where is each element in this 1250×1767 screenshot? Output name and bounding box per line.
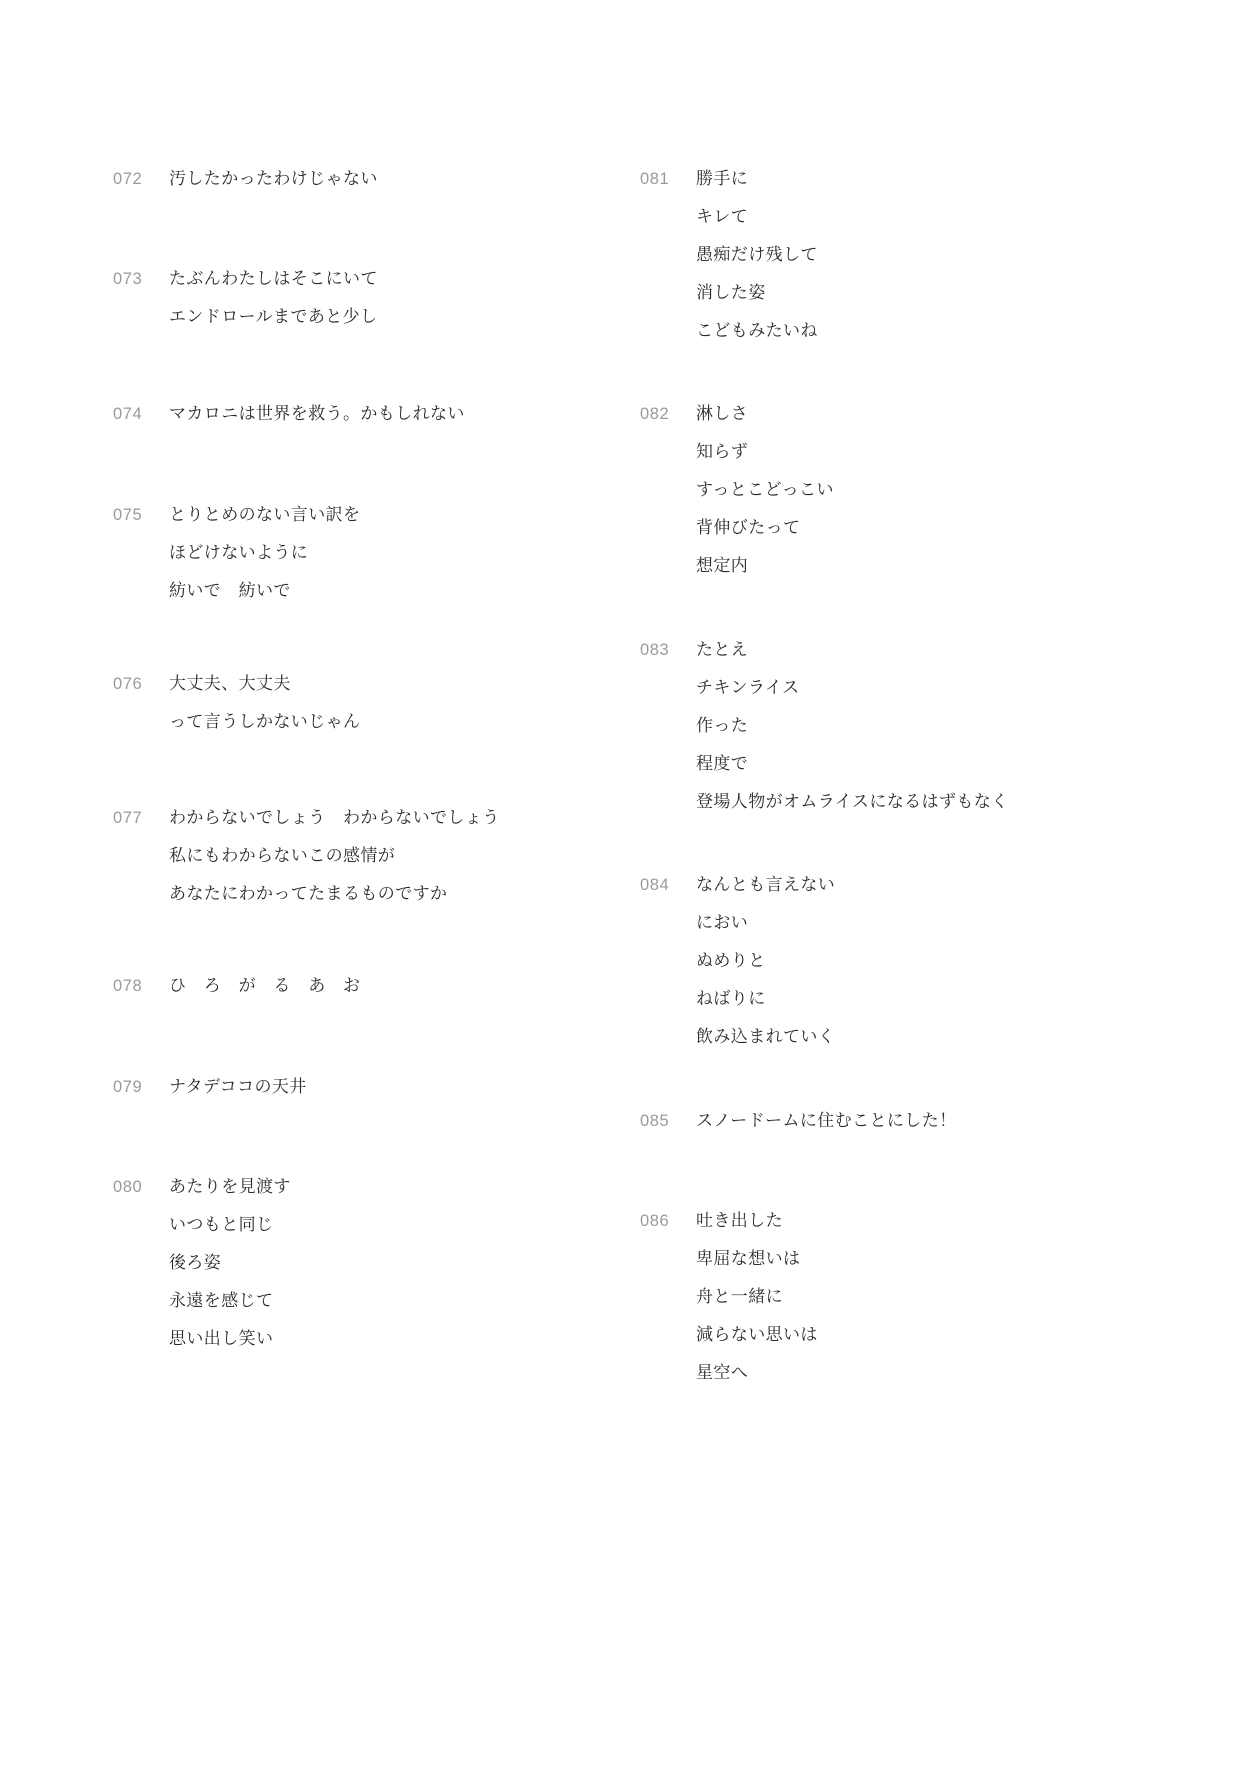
- entry-number: 078: [113, 977, 143, 995]
- entry-lines: [696, 866, 835, 1056]
- entry-number: 076: [113, 675, 143, 693]
- entry-line: 吐き出した: [696, 1211, 783, 1231]
- entry-lines: [696, 631, 1009, 821]
- entry-lines: [169, 395, 465, 433]
- entry-line: 汚したかったわけじゃない: [169, 169, 378, 189]
- poem-entry: [640, 1202, 818, 1392]
- entry-line: 卑屈な想いは: [696, 1249, 801, 1269]
- entry-line: 勝手に: [696, 169, 749, 189]
- poem-entry: [113, 1068, 307, 1106]
- entry-number: 072: [113, 170, 143, 188]
- entry-line: におい: [696, 913, 749, 933]
- entry-line: って言うしかないじゃん: [169, 712, 361, 732]
- entry-line: 大丈夫、大丈夫: [169, 674, 291, 694]
- entry-line: あなたにわかってたまるものですか: [169, 884, 448, 904]
- entry-line: 消した姿: [696, 283, 766, 303]
- entry-line: 飲み込まれていく: [696, 1027, 836, 1047]
- entry-number: 082: [640, 405, 670, 423]
- entry-line: 程度で: [696, 754, 749, 774]
- entry-lines: [696, 1202, 818, 1392]
- entry-line: キレて: [696, 207, 749, 227]
- entry-line: 減らない思いは: [696, 1325, 818, 1345]
- entry-line: わからないでしょう わからないでしょう: [169, 808, 500, 828]
- entry-line: 私にもわからないこの感情が: [169, 846, 396, 866]
- entry-line: 淋しさ: [696, 404, 749, 424]
- entry-line: 登場人物がオムライスになるはずもなく: [696, 792, 1009, 812]
- entry-lines: [169, 1168, 291, 1358]
- entry-lines: [169, 665, 360, 741]
- entry-lines: [169, 799, 500, 913]
- entry-line: 愚痴だけ残して: [696, 245, 818, 265]
- entry-line: いつもと同じ: [169, 1215, 274, 1235]
- entry-number: 077: [113, 809, 143, 827]
- entry-line: 星空へ: [696, 1363, 749, 1383]
- entry-line: 舟と一緒に: [696, 1287, 783, 1307]
- poem-entry: [113, 967, 360, 1005]
- entry-number: 081: [640, 170, 670, 188]
- entry-number: 084: [640, 876, 670, 894]
- entry-line: スノードームに住むことにした！: [696, 1111, 957, 1131]
- entry-number: 083: [640, 641, 670, 659]
- entry-line: とりとめのない言い訳を: [169, 505, 361, 525]
- entry-line: あたりを見渡す: [169, 1177, 291, 1197]
- entry-line: マカロニは世界を救う。かもしれない: [169, 404, 465, 424]
- entry-lines: [169, 967, 360, 1005]
- poem-entry: [113, 665, 360, 741]
- entry-line: 想定内: [696, 556, 749, 576]
- entry-line: 紡いで 紡いで: [169, 581, 291, 601]
- entry-lines: [696, 1102, 957, 1140]
- poem-entry: [640, 631, 1009, 821]
- entry-number: 080: [113, 1178, 143, 1196]
- poem-entry: [640, 395, 834, 585]
- poem-entry: [640, 160, 818, 350]
- entry-line: ナタデココの天井: [169, 1077, 307, 1097]
- entry-lines: [696, 160, 818, 350]
- poem-entry: [113, 395, 465, 433]
- entry-number: 079: [113, 1078, 143, 1096]
- entry-line: たぶんわたしはそこにいて: [169, 269, 378, 289]
- entry-number: 074: [113, 405, 143, 423]
- poem-entry: [113, 260, 378, 336]
- entry-line: ほどけないように: [169, 543, 309, 563]
- poem-entry: [640, 1102, 957, 1140]
- entry-lines: [169, 1068, 307, 1106]
- entry-line: なんとも言えない: [696, 875, 836, 895]
- entry-line: ねばりに: [696, 989, 766, 1009]
- poem-entry: [113, 496, 360, 610]
- entry-lines: [169, 260, 378, 336]
- entry-line: こどもみたいね: [696, 321, 818, 341]
- entry-line: 永遠を感じて: [169, 1291, 274, 1311]
- poem-entry: [113, 160, 378, 198]
- entry-line: ぬめりと: [696, 951, 766, 971]
- poem-entry: [640, 866, 835, 1056]
- entry-line: ひ ろ が る あ お: [169, 976, 361, 996]
- entry-line: チキンライス: [696, 678, 800, 698]
- entry-line: すっとこどっこい: [696, 480, 834, 500]
- entry-number: 075: [113, 506, 143, 524]
- entry-line: たとえ: [696, 640, 749, 660]
- entry-number: 085: [640, 1112, 670, 1130]
- entry-lines: [169, 496, 360, 610]
- entry-lines: [696, 395, 834, 585]
- entry-line: 後ろ姿: [169, 1253, 222, 1273]
- entry-line: エンドロールまであと少し: [169, 307, 378, 327]
- poem-entry: [113, 1168, 291, 1358]
- entry-number: 086: [640, 1212, 670, 1230]
- entry-line: 背伸びたって: [696, 518, 801, 538]
- entry-line: 作った: [696, 716, 749, 736]
- entry-number: 073: [113, 270, 143, 288]
- entry-line: 思い出し笑い: [169, 1329, 274, 1349]
- entry-line: 知らず: [696, 442, 749, 462]
- entry-lines: [169, 160, 378, 198]
- poem-entry: [113, 799, 500, 913]
